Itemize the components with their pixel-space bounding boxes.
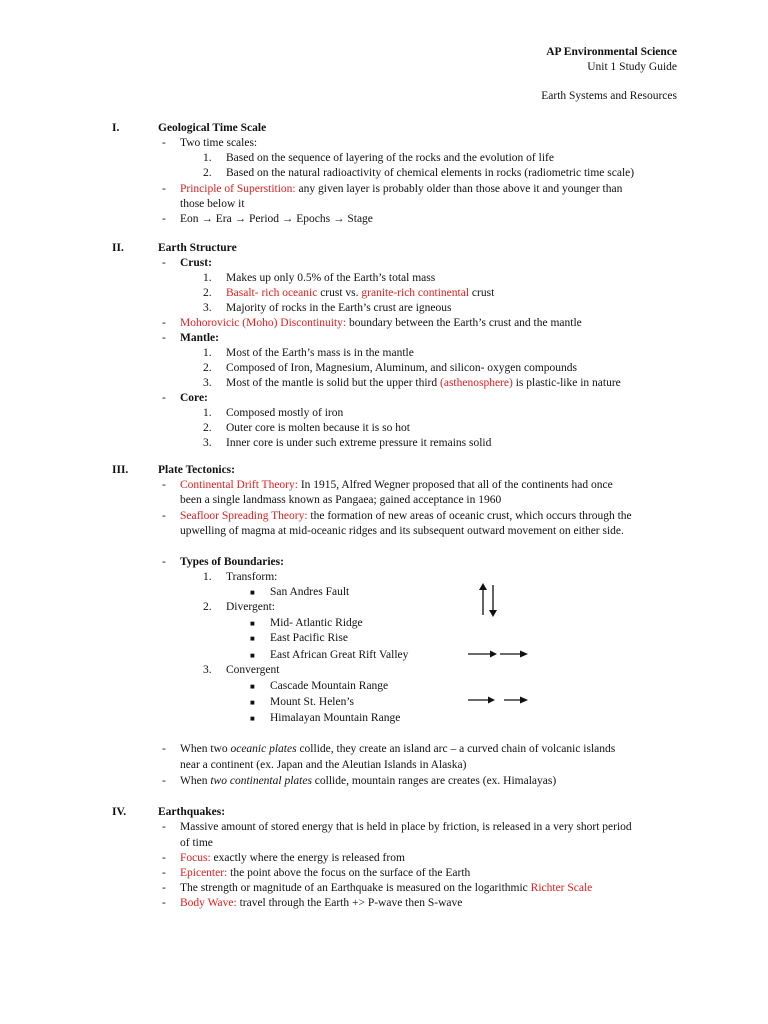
list-item: When two continental plates collide, mountain ranges are creates (ex. Himalayas): [180, 775, 557, 787]
list-item: Cascade Mountain Range: [270, 680, 389, 692]
topic-title: Earth Systems and Resources: [541, 90, 677, 102]
list-item: Outer core is molten because it is so hot: [226, 422, 410, 434]
section-heading: Earth Structure: [158, 242, 237, 254]
section-heading: Earthquakes:: [158, 806, 226, 818]
list-item: Mohorovicic (Moho) Discontinuity: boundary between the Earth’s crust and the mantle: [180, 317, 582, 329]
subheading: Types of Boundaries:: [180, 556, 284, 568]
list-item: Most of the mantle is solid but the upper third (asthenosphere) is plastic-like in nature: [226, 377, 621, 389]
list-item: Composed mostly of iron: [226, 407, 344, 419]
section-numeral: II.: [112, 242, 124, 254]
list-item-continuation: been a single landmass known as Pangaea; gained acceptance in 1960: [180, 494, 502, 506]
list-item: Principle of Superstition: any given layer is probably older than those above it and younger than: [180, 183, 623, 195]
list-item: Based on the natural radioactivity of chemical elements in rocks (radiometric time scale): [226, 167, 635, 179]
section-numeral: I.: [112, 122, 120, 134]
list-item: Two time scales:: [180, 137, 258, 149]
list-item-continuation: upwelling of magma at mid-oceanic ridges and its subsequent outward movement on either side.: [180, 525, 624, 537]
list-item: East Pacific Rise: [270, 632, 348, 644]
list-item: East African Great Rift Valley: [270, 649, 409, 661]
boundary-type: Transform:: [226, 571, 278, 583]
section-heading: Geological Time Scale: [158, 122, 267, 134]
section-numeral: III.: [112, 464, 129, 476]
list-item: Basalt- rich oceanic crust vs. granite-rich continental crust: [226, 287, 495, 299]
document-header: [541, 45, 677, 104]
list-item: Most of the Earth’s mass is in the mantle: [226, 347, 414, 359]
list-item: Mid- Atlantic Ridge: [270, 617, 363, 629]
section-heading: Plate Tectonics:: [158, 464, 235, 476]
list-item: Seafloor Spreading Theory: the formation of new areas of oceanic crust, which occurs through the: [180, 510, 632, 522]
course-title: AP Environmental Science: [546, 46, 677, 58]
section-numeral: IV.: [112, 806, 127, 818]
unit-title: Unit 1 Study Guide: [587, 61, 677, 73]
list-item: When two oceanic plates collide, they create an island arc – a curved chain of volcanic islands: [180, 743, 616, 755]
subheading: Crust:: [180, 257, 212, 269]
list-item: Majority of rocks in the Earth’s crust are igneous: [226, 302, 452, 314]
term: Principle of Superstition:: [180, 183, 296, 195]
list-item: Body Wave: travel through the Earth +> P-wave then S-wave: [180, 897, 463, 909]
list-item-continuation: those below it: [180, 198, 245, 210]
list-item: Mount St. Helen’s: [270, 696, 355, 708]
list-item: Himalayan Mountain Range: [270, 712, 401, 724]
list-item: Continental Drift Theory: In 1915, Alfred Wegner proposed that all of the continents had once: [180, 479, 613, 491]
list-item: Based on the sequence of layering of the rocks and the evolution of life: [226, 152, 554, 164]
list-item: The strength or magnitude of an Earthquake is measured on the logarithmic Richter Scale: [180, 882, 593, 894]
boundary-type: Convergent: [226, 664, 280, 676]
list-item: Epicenter: the point above the focus on the surface of the Earth: [180, 867, 471, 879]
list-item-continuation: near a continent (ex. Japan and the Aleutian Islands in Alaska): [180, 759, 467, 771]
transform-arrows-icon: [476, 583, 500, 617]
boundary-type: Divergent:: [226, 601, 275, 613]
list-item-continuation: of time: [180, 837, 213, 849]
convergent-arrows-icon: [468, 695, 530, 705]
list-item: Composed of Iron, Magnesium, Aluminum, and silicon- oxygen compounds: [226, 362, 578, 374]
list-item: San Andres Fault: [270, 586, 350, 598]
subheading: Mantle:: [180, 332, 219, 344]
list-item: Makes up only 0.5% of the Earth’s total mass: [226, 272, 436, 284]
subheading: Core:: [180, 392, 208, 404]
list-item: Inner core is under such extreme pressure it remains solid: [226, 437, 492, 449]
list-item: Focus: exactly where the energy is released from: [180, 852, 405, 864]
divergent-arrows-icon: [468, 649, 530, 659]
list-item: Massive amount of stored energy that is held in place by friction, is released in a very short period: [180, 821, 632, 833]
list-item: Eon → Era → Period → Epochs → Stage: [180, 213, 373, 225]
